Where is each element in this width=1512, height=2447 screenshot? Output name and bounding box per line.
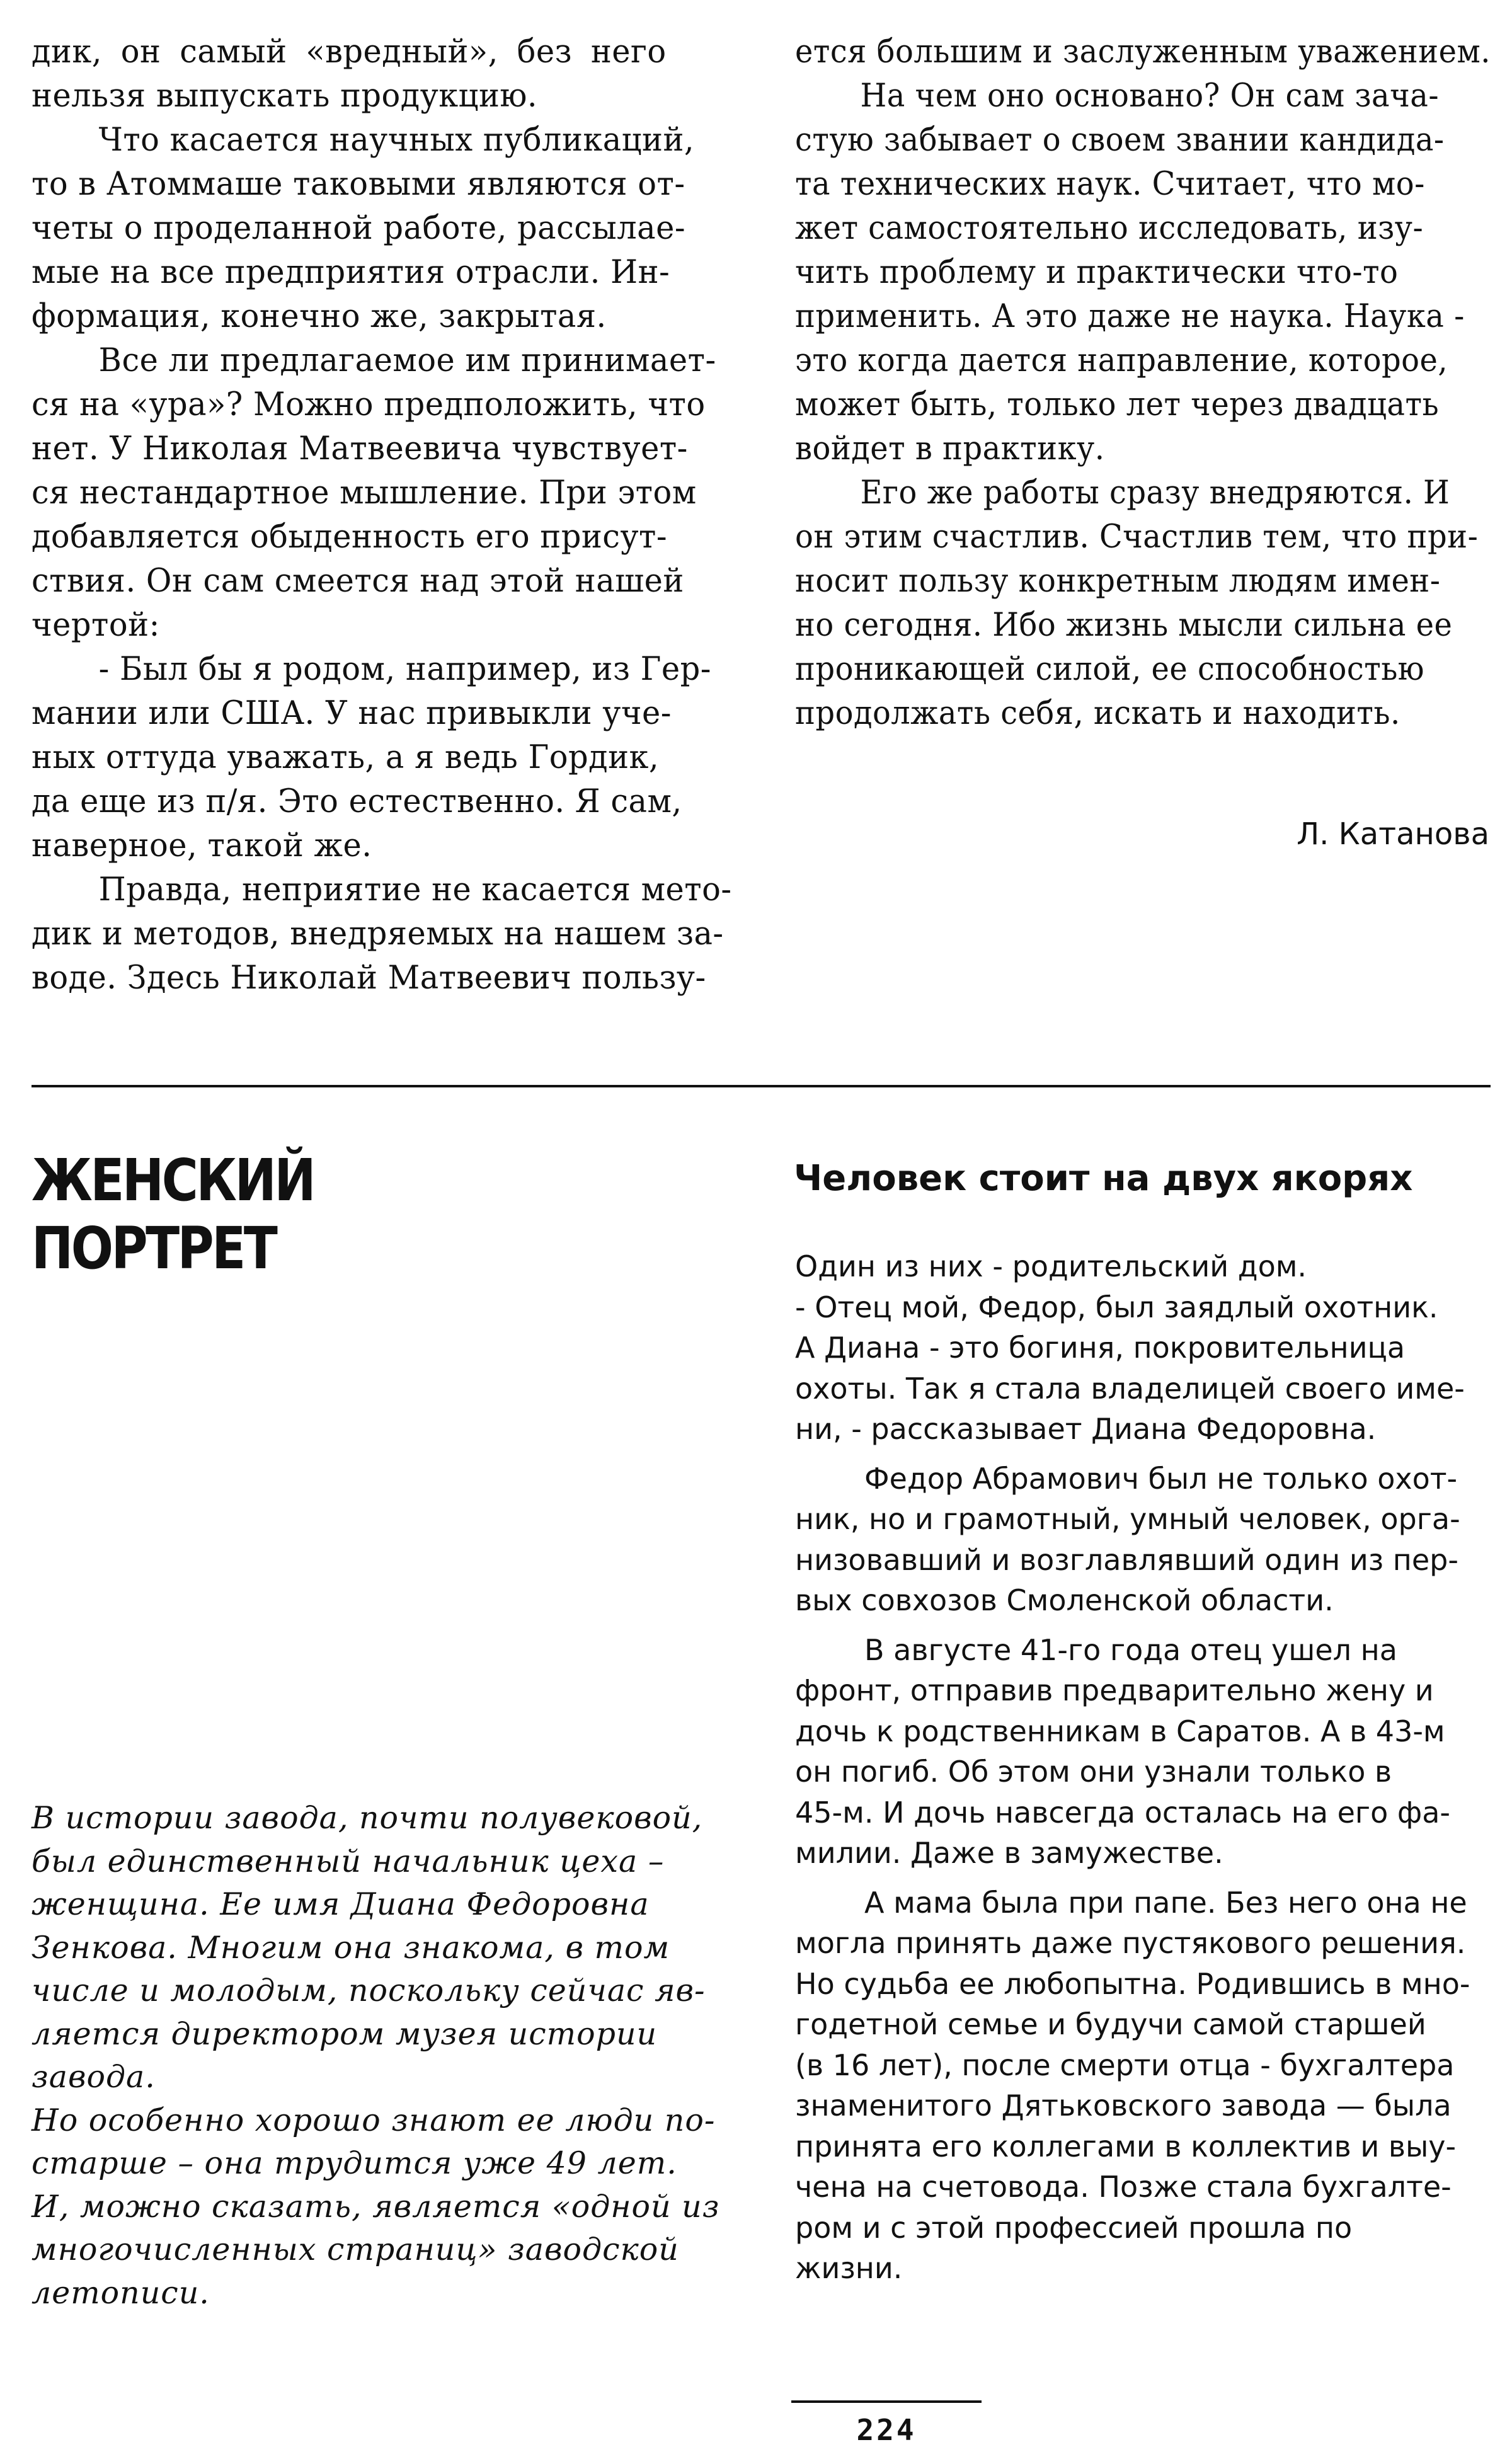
text-line: дик, он самый «вредный», без него <box>32 33 667 71</box>
text-line: та технических наук. Считает, что мо- <box>795 166 1425 203</box>
top-right-column <box>795 30 1512 736</box>
text-line: ни, - рассказывает Диана Федоровна. <box>795 1412 1377 1446</box>
text-line: Его же работы сразу внедряются. И <box>860 474 1450 512</box>
text-line: старше – она трудится уже 49 лет. <box>32 2145 677 2181</box>
text-line: он этим счастлив. Счастлив тем, что при- <box>795 519 1479 556</box>
text-line: А Диана - это богиня, покровительница <box>795 1331 1406 1365</box>
text-line: формация, конечно же, закрытая. <box>32 298 607 335</box>
text-line: Федор Абрамович был не только охот- <box>864 1461 1458 1496</box>
text-line: Один из них - родительский дом. <box>795 1249 1307 1283</box>
text-line: ник, но и грамотный, умный человек, орга- <box>795 1502 1460 1536</box>
text-line: милии. Даже в замужестве. <box>795 1836 1223 1870</box>
text-line: завода. <box>32 2059 156 2095</box>
text-line: добавляется обыденность его присут- <box>32 519 668 556</box>
text-line: носит пользу конкретным людям имен- <box>795 563 1441 600</box>
text-line: ляется директором музея истории <box>32 2015 658 2052</box>
text-line: Но судьба ее любопытна. Родившись в мно- <box>795 1966 1470 2001</box>
text-line: чить проблему и практически что-то <box>795 254 1399 291</box>
text-line: На чем оно основано? Он сам зача- <box>860 77 1439 115</box>
text-line: наверное, такой же. <box>32 827 372 864</box>
text-line: чертой: <box>32 607 160 644</box>
text-line: Зенкова. Многим она знакома, в том <box>32 1929 670 1966</box>
page-number-rule <box>791 2400 982 2403</box>
text-line: Правда, неприятие не касается мето- <box>98 871 732 908</box>
text-line: фронт, отправив предварительно жену и <box>795 1673 1434 1707</box>
text-line: воде. Здесь Николай Матвеевич пользу- <box>32 960 706 997</box>
text-line: летописи. <box>32 2274 210 2311</box>
text-line: четы о проделанной работе, рассылае- <box>32 210 686 247</box>
text-line: жет самостоятельно исследовать, изу- <box>795 210 1424 247</box>
text-line: ных оттуда уважать, а я ведь Гордик, <box>32 739 660 776</box>
text-line: ся нестандартное мышление. При этом <box>32 474 697 512</box>
text-line: многочисленных страниц» заводской <box>32 2232 679 2267</box>
text-line: то в Атоммаше таковыми являются от- <box>32 166 685 203</box>
text-line: Что касается научных публикаций, <box>98 122 695 159</box>
text-line: женщина. Ее имя Диана Федоровна <box>32 1886 650 1922</box>
text-line: низовавший и возглавлявший один из пер- <box>795 1542 1458 1577</box>
text-line: он погиб. Об этом они узнали только в <box>795 1755 1392 1789</box>
text-line: может быть, только лет через двадцать <box>795 386 1440 423</box>
text-line: применить. А это даже не наука. Наука - <box>795 298 1465 335</box>
text-line: годетной семье и будучи самой старшей <box>795 2007 1426 2041</box>
text-line: жизни. <box>795 2251 903 2285</box>
text-line: В августе 41-го года отец ушел на <box>864 1632 1397 1667</box>
text-line: А мама была при папе. Без него она не <box>864 1885 1467 1920</box>
text-line: ром и с этой профессией прошла по <box>795 2210 1353 2245</box>
text-line: чена на счетовода. Позже стала бухгалте- <box>795 2170 1452 2204</box>
text-line: числе и молодым, поскольку сейчас яв- <box>32 1973 706 2009</box>
title-line: ЖЕНСКИЙ <box>32 1147 314 1214</box>
text-line: вых совхозов Смоленской области. <box>795 1583 1334 1617</box>
text-line: И, можно сказать, является «одной из <box>32 2188 720 2225</box>
title-line: ПОРТРЕТ <box>32 1215 276 1282</box>
author-signature: Л. Катанова <box>1297 817 1489 852</box>
top-left-column <box>32 30 754 1000</box>
text-line: продолжать себя, искать и находить. <box>795 695 1400 732</box>
text-line: нет. У Николая Матвеевича чувствует- <box>32 430 688 467</box>
text-line: ствия. Он сам смеется над этой нашей <box>32 563 684 600</box>
text-line: ется большим и заслуженным уважением. <box>795 33 1491 71</box>
article-lead <box>32 1797 719 2315</box>
text-line: - Был бы я родом, например, из Гер- <box>98 651 711 688</box>
text-line: - Отец мой, Федор, был заядлый охотник. <box>795 1290 1438 1324</box>
text-line: проникающей силой, ее способностью <box>795 651 1425 688</box>
article-subtitle: Человек стоит на двух якорях <box>794 1158 1413 1199</box>
text-line: Все ли предлагаемое им принимает- <box>98 342 716 379</box>
page-number: 224 <box>856 2413 917 2447</box>
text-line: знаменитого Дятьковского завода — была <box>795 2089 1452 2123</box>
text-line: мании или США. У нас привыкли уче- <box>32 695 672 732</box>
text-line: мые на все предприятия отрасли. Ин- <box>32 254 670 291</box>
text-line: Но особенно хорошо знают ее люди по- <box>32 2102 716 2138</box>
section-divider <box>32 1085 1491 1087</box>
text-line: это когда дается направление, которое, <box>795 342 1448 379</box>
text-line: стую забывает о своем звании кандида- <box>795 122 1445 159</box>
text-line: дик и методов, внедряемых на нашем за- <box>32 915 724 953</box>
text-line: да еще из п/я. Это естественно. Я сам, <box>32 783 682 820</box>
article-title <box>32 1147 314 1283</box>
text-line: (в 16 лет), после смерти отца - бухгалтера <box>795 2048 1455 2082</box>
text-line: могла принять даже пустякового решения. <box>795 1926 1466 1960</box>
text-line: нельзя выпускать продукцию. <box>32 77 538 115</box>
text-line: но сегодня. Ибо жизнь мысли сильна ее <box>795 607 1453 644</box>
text-line: был единственный начальник цеха – <box>32 1843 665 1879</box>
text-line: принята его коллегами в коллектив и выу- <box>795 2129 1457 2163</box>
text-line: дочь к родственникам в Саратов. А в 43-м <box>795 1714 1445 1748</box>
text-line: 45-м. И дочь навсегда осталась на его фа- <box>795 1795 1450 1830</box>
bottom-right-column <box>795 1246 1470 2289</box>
text-line: В истории завода, почти полувековой, <box>32 1800 703 1836</box>
text-line: охоты. Так я стала владелицей своего име- <box>795 1371 1465 1406</box>
text-line: ся на «ура»? Можно предположить, что <box>32 386 706 423</box>
text-line: войдет в практику. <box>795 430 1105 467</box>
